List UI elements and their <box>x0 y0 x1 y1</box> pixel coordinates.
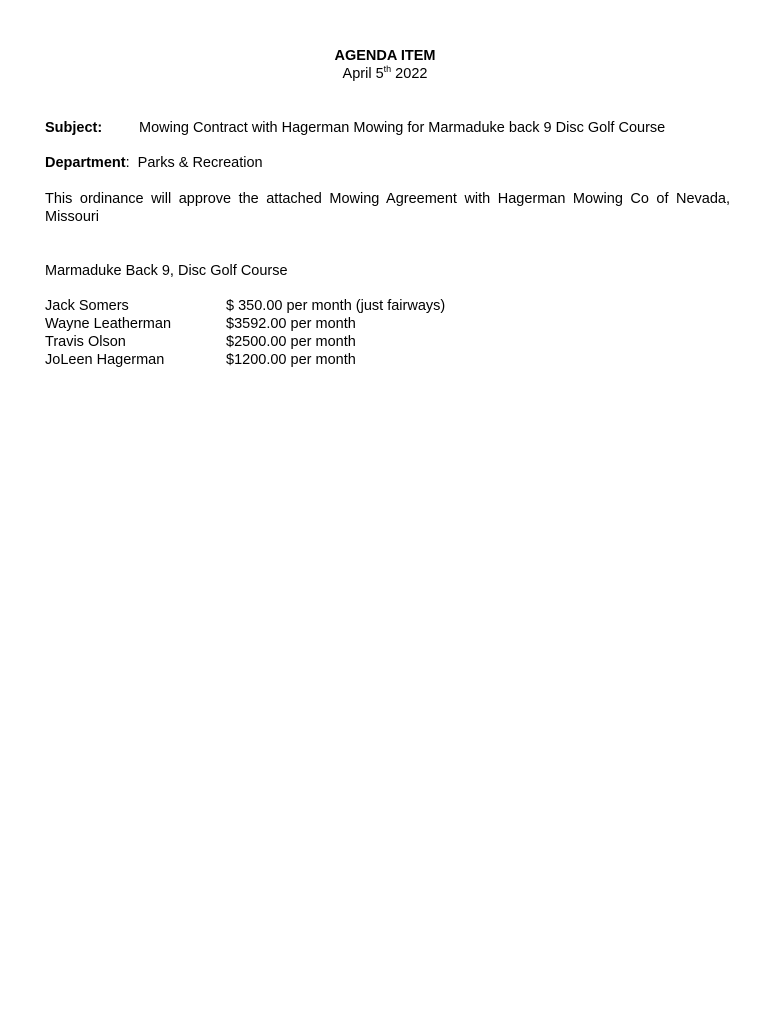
agenda-date <box>0 65 770 83</box>
bidder-name: Jack Somers <box>45 298 129 314</box>
bid-list <box>45 297 445 369</box>
bid-row <box>45 351 445 369</box>
bid-row <box>45 297 445 315</box>
bid-price: $3592.00 per month <box>226 316 356 332</box>
department-row <box>45 154 263 172</box>
department-value: Parks & Recreation <box>137 155 263 171</box>
bid-price: $ 350.00 per month (just fairways) <box>226 298 446 314</box>
date-ordinal: th <box>383 64 392 75</box>
date-year: 2022 <box>391 66 428 82</box>
bidder-name: Wayne Leatherman <box>45 316 172 332</box>
bidder-name: JoLeen Hagerman <box>45 352 165 368</box>
bid-row <box>45 333 445 351</box>
department-label: Department <box>45 155 126 171</box>
subject-value: Mowing Contract with Hagerman Mowing for Marmaduke back 9 Disc Golf Course <box>139 120 666 136</box>
subject-row <box>45 119 665 137</box>
agenda-title: AGENDA ITEM <box>334 48 436 64</box>
subject-label: Subject: <box>45 120 103 136</box>
course-title: Marmaduke Back 9, Disc Golf Course <box>45 263 288 279</box>
department-separator: : <box>125 155 138 171</box>
bid-row <box>45 315 445 333</box>
ordinance-description: This ordinance will approve the attached Mowing Agreement with Hagerman Mowing Co of Nevada, Missouri <box>45 191 730 225</box>
bid-price: $1200.00 per month <box>226 352 356 368</box>
bidder-name: Travis Olson <box>45 334 126 350</box>
bid-price: $2500.00 per month <box>226 334 356 350</box>
date-prefix: April 5 <box>342 66 384 82</box>
